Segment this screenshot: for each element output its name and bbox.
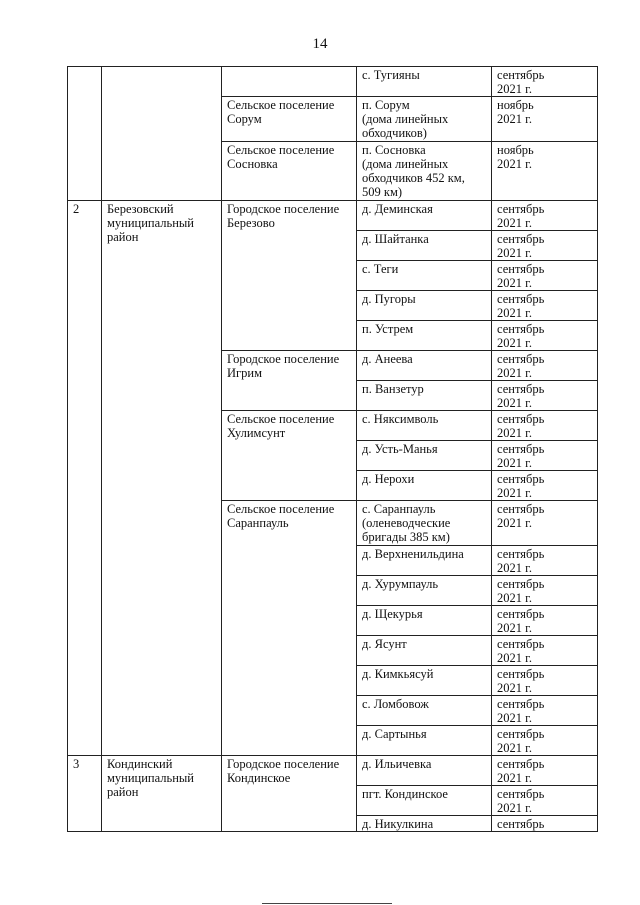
locality-cell: п. Сорум (дома линейных обходчиков) bbox=[357, 97, 492, 142]
date-cell: сентябрь 2021 г. bbox=[492, 606, 598, 636]
date-cell: сентябрь 2021 г. bbox=[492, 786, 598, 816]
settlement-cell: Сельское поселение Саранпауль bbox=[222, 501, 357, 756]
date-cell: сентябрь 2021 г. bbox=[492, 441, 598, 471]
locality-cell: д. Щекурья bbox=[357, 606, 492, 636]
locality-cell: п. Ванзетур bbox=[357, 381, 492, 411]
table-row bbox=[68, 201, 598, 231]
locality-cell: с. Няксимволь bbox=[357, 411, 492, 441]
locality-cell: с. Тугияны bbox=[357, 67, 492, 97]
date-cell: ноябрь 2021 г. bbox=[492, 97, 598, 142]
date-cell: сентябрь 2021 г. bbox=[492, 321, 598, 351]
locality-cell: д. Нерохи bbox=[357, 471, 492, 501]
date-cell: сентябрь 2021 г. bbox=[492, 726, 598, 756]
settlement-cell: Сельское поселение Хулимсунт bbox=[222, 411, 357, 501]
district-cell: Березовский муниципальный район bbox=[102, 201, 222, 756]
district-cell: Кондинский муниципальный район bbox=[102, 756, 222, 832]
locality-cell: д. Хурумпауль bbox=[357, 576, 492, 606]
district-cell bbox=[102, 67, 222, 201]
date-cell: сентябрь 2021 г. bbox=[492, 201, 598, 231]
locality-cell: д. Кимкьясуй bbox=[357, 666, 492, 696]
locality-cell: п. Устрем bbox=[357, 321, 492, 351]
page-bottom-rule bbox=[262, 903, 392, 904]
locality-cell: д. Усть-Манья bbox=[357, 441, 492, 471]
locality-cell: д. Шайтанка bbox=[357, 231, 492, 261]
date-cell: сентябрь 2021 г. bbox=[492, 351, 598, 381]
settlement-cell: Городское поселение Игрим bbox=[222, 351, 357, 411]
date-cell: сентябрь 2021 г. bbox=[492, 696, 598, 726]
date-cell: сентябрь 2021 г. bbox=[492, 381, 598, 411]
date-cell: сентябрь 2021 г. bbox=[492, 67, 598, 97]
table-row bbox=[68, 756, 598, 786]
locality-cell: д. Анеева bbox=[357, 351, 492, 381]
date-cell: ноябрь 2021 г. bbox=[492, 142, 598, 201]
locality-cell: п. Сосновка (дома линейных обходчиков 452 км, 509 км) bbox=[357, 142, 492, 201]
date-cell: сентябрь 2021 г. bbox=[492, 546, 598, 576]
date-cell: сентябрь 2021 г. bbox=[492, 471, 598, 501]
locality-cell: д. Сартынья bbox=[357, 726, 492, 756]
row-number-cell: 3 bbox=[68, 756, 102, 832]
locality-cell: д. Пугоры bbox=[357, 291, 492, 321]
settlement-cell: Сельское поселение Сорум bbox=[222, 97, 357, 142]
date-cell: сентябрь 2021 г. bbox=[492, 231, 598, 261]
date-cell: сентябрь 2021 г. bbox=[492, 291, 598, 321]
locality-cell: д. Верхненильдина bbox=[357, 546, 492, 576]
date-cell: сентябрь 2021 г. bbox=[492, 666, 598, 696]
page-number: 14 bbox=[312, 36, 328, 52]
settlement-cell bbox=[222, 67, 357, 97]
settlement-cell: Городское поселение Кондинское bbox=[222, 756, 357, 832]
date-cell: сентябрь 2021 г. bbox=[492, 636, 598, 666]
row-number-cell: 2 bbox=[68, 201, 102, 756]
locality-cell: с. Теги bbox=[357, 261, 492, 291]
date-cell: сентябрь 2021 г. bbox=[492, 411, 598, 441]
table-row bbox=[68, 67, 598, 97]
date-cell: сентябрь 2021 г. bbox=[492, 576, 598, 606]
settlement-cell: Городское поселение Березово bbox=[222, 201, 357, 351]
settlement-cell: Сельское поселение Сосновка bbox=[222, 142, 357, 201]
date-cell: сентябрь 2021 г. bbox=[492, 756, 598, 786]
date-cell: сентябрь bbox=[492, 816, 598, 832]
settlements-schedule-table bbox=[67, 66, 598, 832]
locality-cell: д. Ясунт bbox=[357, 636, 492, 666]
row-number-cell bbox=[68, 67, 102, 201]
locality-cell: с. Саранпауль (оленеводческие бригады 385 км) bbox=[357, 501, 492, 546]
locality-cell: пгт. Кондинское bbox=[357, 786, 492, 816]
locality-cell: с. Ломбовож bbox=[357, 696, 492, 726]
locality-cell: д. Деминская bbox=[357, 201, 492, 231]
locality-cell: д. Никулкина bbox=[357, 816, 492, 832]
locality-cell: д. Ильичевка bbox=[357, 756, 492, 786]
date-cell: сентябрь 2021 г. bbox=[492, 501, 598, 546]
date-cell: сентябрь 2021 г. bbox=[492, 261, 598, 291]
